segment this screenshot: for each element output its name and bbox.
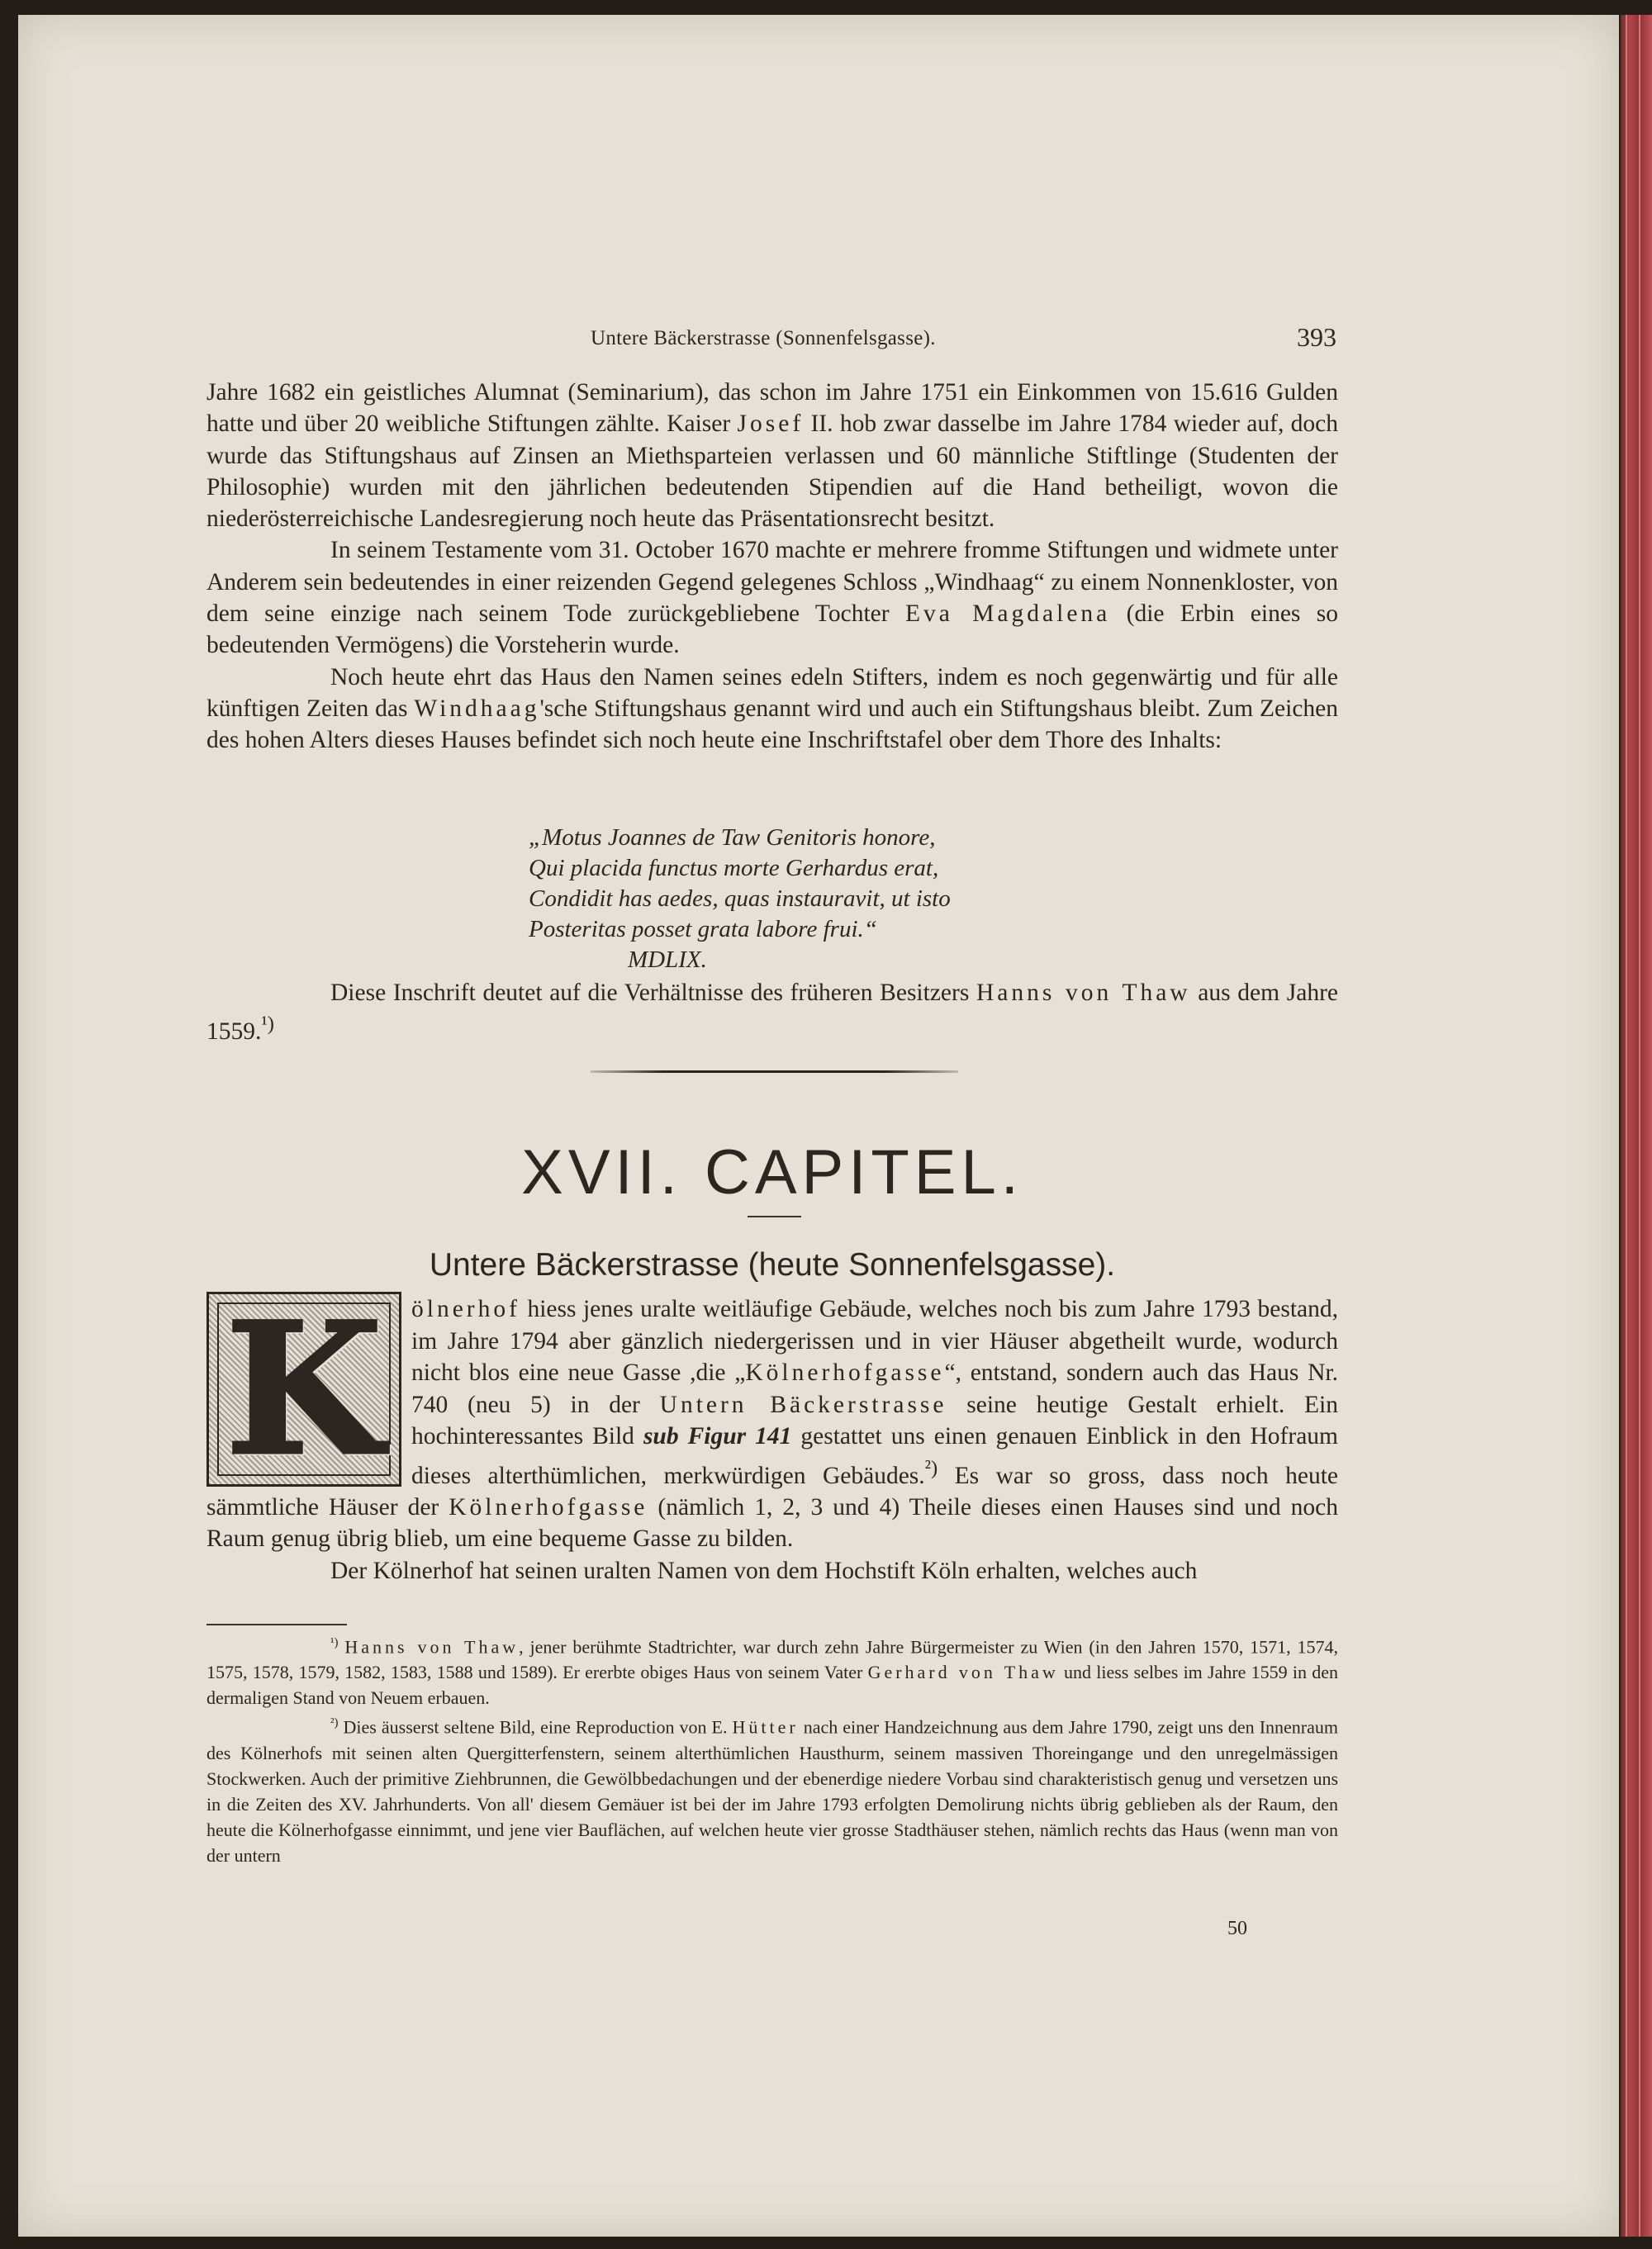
para3-text-a: Noch heute ehrt das Haus den Namen seines edeln Stifters, indem es noch gegenwärtig und für alle künftigen Zeiten das [206, 663, 1338, 722]
para4-text-a: Diese Inschrift deutet auf die Verhältnisse des früheren Besitzers [330, 980, 976, 1006]
printer-signature: 50 [1227, 1918, 1247, 1939]
initial-frame [217, 1282, 391, 1496]
para5-text-d: “, entstand, sondern auch das Haus Nr. 740 (neu 5) in der [411, 1359, 1338, 1418]
paragraph-6: Der Kölnerhof hat seinen uralten Namen von dem Hochstift Köln erhalten, welches auch [330, 1557, 1198, 1584]
para4-text-c: aus dem Jahre 1559. [206, 980, 1339, 1046]
paragraph-2 [206, 534, 1338, 661]
spine-line [1639, 15, 1640, 2237]
body-text-inscription-note [206, 977, 1338, 1047]
paragraph-3 [206, 662, 1338, 757]
name-eva-magdalena: Eva Magdalena [904, 600, 1111, 628]
para5-text-b: hiess jenes uralte weitläufige Gebäude, welches noch bis zum Jahre 1793 bestand, im Jahre 1794 aber gänzlich niedergerissen und in vier Häuser abgetheilt wurde, wodurch nicht blos eine neue Gasse ,die „ [411, 1296, 1338, 1386]
running-title: Untere Bäckerstrasse (Sonnenfelsgasse). [591, 327, 936, 349]
section-divider-rule [591, 1070, 958, 1073]
fn1-name-gerhard: Gerhard von Thaw [867, 1662, 1059, 1683]
verse-line-2: Qui placida functus morte Gerhardus erat, [529, 855, 939, 881]
para5-text-i: Es war so gross, dass noch heute sämmtliche Häuser der [206, 1462, 1338, 1521]
page-number: 393 [1297, 322, 1336, 352]
verse-line-4: Posteritas posset grata labore frui.“ [529, 916, 877, 942]
paragraph-1 [206, 377, 1338, 534]
name-josef: Josef [737, 410, 805, 438]
footnote-2-mark: ²) [330, 1716, 339, 1730]
body-text-top [206, 377, 1338, 757]
fn2-name-huetter: Hütter [732, 1716, 799, 1738]
chapter-rule [748, 1216, 801, 1217]
para5-text-k: (nämlich 1, 2, 3 und 4) Theile dieses einen Hauses sind und noch Raum genug übrig blieb, um eine bequeme Gasse zu bilden. [206, 1493, 1339, 1553]
spine-line [1626, 15, 1627, 2237]
figure-reference: sub Figur 141 [643, 1423, 792, 1450]
footnote-ref-2: ²) [924, 1456, 938, 1479]
fn1-text-b: , jener berühmte Stadtrichter, war durch zehn Jahre Bürgermeister zu Wien (in den Jahren 1570, 1571, 1574, 1575, 1578, 1579, 1582, 1583, 1588 und 1589). Er ererbte obiges Haus von seinem Vater [206, 1636, 1339, 1683]
chapter-title: XVII. CAPITEL. [521, 1137, 1023, 1208]
footnote-rule [206, 1624, 347, 1625]
fn1-text-d: und liess selbes im Jahre 1559 in den dermaligen Stand von Neuem erbauen. [206, 1662, 1338, 1709]
verse-line-3: Condidit has aedes, quas instauravit, ut isto [529, 885, 951, 912]
fn2-text-c: nach einer Handzeichnung aus dem Jahre 1790, zeigt uns den Innenraum des Kölnerhofs mit seinen alten Quergitterfenstern, seinem alterthümlichen Hausthurm, seinem massiven Thoreingange und den unregelmässigen Stockwerken. Auch der primitive Ziehbrunnen, die Gewölbbedachungen und der ebenerdige niedere Vorbau sind charakteristisch genug und versetzen uns in die Zeiten des XV. Jahrhunderts. Von all' diesem Gemäuer ist bei der im Jahre 1793 erfolgten Demolirung nichts übrig geblieben als der Raum, den heute die Kölnerhofgasse einnimmt, und jene vier Bauflächen, auf welchen heute vier grosse Stadthäuser stehen, nämlich rechts das Haus (wenn man von der untern [206, 1716, 1338, 1866]
footnote-2 [206, 1710, 1338, 1867]
name-koelnerhofgasse-2: Kölnerhofgasse [449, 1493, 648, 1521]
fn2-text-a: Dies äusserst seltene Bild, eine Reproduction von E. [343, 1716, 733, 1738]
para2-text-a: In seinem Testamente vom 31. October 1670 machte er mehrere fromme Stiftungen und widmete unter Anderem sein bedeutendes in einer reizenden Gegend gelegenes Schloss „Windhaag“ zu einem Nonnenkloster, von dem seine einzige nach seinem Tode zurückgebliebene Tochter [206, 537, 1338, 628]
initial-letter: K [225, 1282, 383, 1496]
name-untern-baeckerstrasse: Untern Bäckerstrasse [659, 1391, 947, 1418]
decorated-initial [206, 1282, 401, 1496]
footnote-1-mark: ¹) [330, 1636, 339, 1649]
footnote-ref-1: ¹) [261, 1013, 274, 1036]
verse-line-1: „Motus Joannes de Taw Genitoris honore, [529, 824, 936, 851]
verse-year: MDLIX. [628, 947, 707, 973]
inscription-verse [529, 823, 1272, 975]
fn1-name-hanns: Hanns von Thaw [344, 1636, 520, 1658]
name-windhaag: Windhaag [414, 695, 540, 722]
para3-text-c: 'sche Stiftungshaus genannt wird und auch ein Stiftungshaus bleibt. Zum Zeichen des hohen Alters dieses Hauses befindet sich noch heute eine Inschriftstafel ober dem Thore des Inhalts: [206, 695, 1339, 754]
para1-text-c: II. hob zwar dasselbe im Jahre 1784 wieder auf, doch wurde das Stiftungshaus auf Zinsen an Miethsparteien verlassen und 60 männliche Stiftlinge (Studenten der Philosophie) wurden mit den jährlichen bedeutenden Stipendien auf die Hand betheiligt, wovon die niederösterreichische Landesregierung noch heute das Präsentationsrecht besitzt. [206, 410, 1338, 533]
name-koelnerhofgasse: Kölnerhofgasse [745, 1359, 945, 1386]
para1-text-a: Jahre 1682 ein geistliches Alumnat (Seminarium), das schon im Jahre 1751 ein Einkommen von 15.616 Gulden hatte und über 20 weibliche Stiftungen zählte. Kaiser [206, 379, 1338, 438]
paragraph-4 [206, 977, 1338, 1047]
name-koelnerhof: ölnerhof [411, 1296, 520, 1322]
para2-text-c: (die Erbin eines so bedeutenden Vermögens) die Vorsteherin wurde. [206, 600, 1338, 659]
name-hanns-von-thaw: Hanns von Thaw [976, 980, 1191, 1006]
para5-text-f: seine heutige Gestalt erhielt. Ein hochinteressantes Bild [411, 1391, 1338, 1450]
chapter-subtitle: Untere Bäckerstrasse (heute Sonnenfelsgasse). [429, 1247, 1116, 1283]
footnote-1 [206, 1630, 1338, 1710]
footnotes [206, 1630, 1338, 1868]
running-head [206, 322, 1338, 355]
para5-text-h: gestattet uns einen genauen Einblick in den Hofraum dieses alterthümlichen, merkwürdigen Gebäudes. [411, 1423, 1338, 1489]
